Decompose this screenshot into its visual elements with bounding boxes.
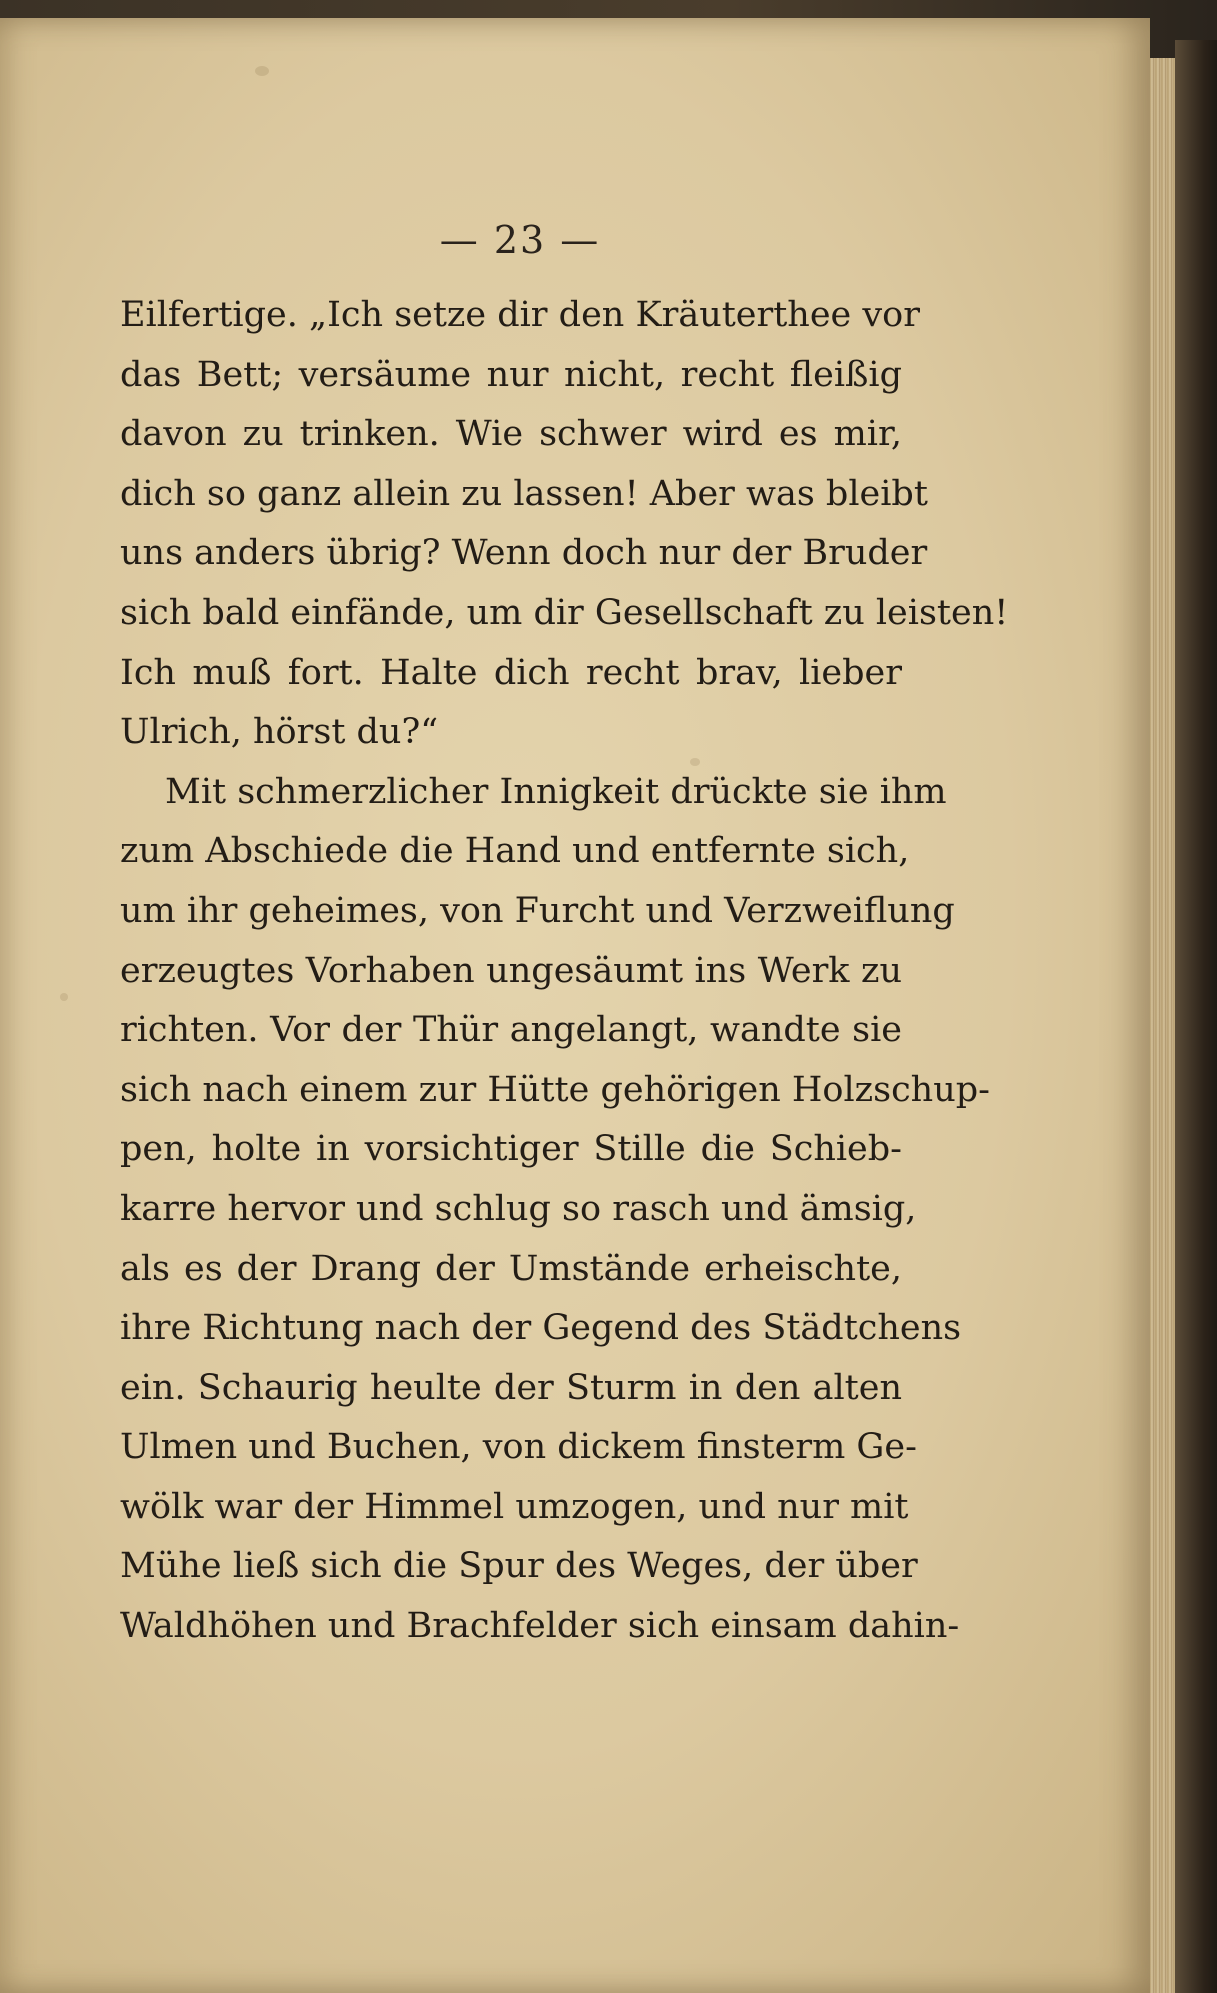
text-line: Waldhöhen und Brachfelder sich einsam dahin- — [120, 1606, 960, 1647]
text-line: davon zu trinken. Wie schwer wird es mir, — [120, 414, 902, 455]
text-line: zum Abschiede die Hand und entfernte sich, — [120, 831, 910, 872]
text-line: wölk war der Himmel umzogen, und nur mit — [120, 1486, 909, 1527]
text-line: Ulmen und Buchen, von dickem finsterm Ge- — [120, 1427, 917, 1468]
book-binding — [1175, 40, 1217, 1993]
text-line: Mühe ließ sich die Spur des Weges, der über — [120, 1546, 918, 1587]
text-line: sich bald einfände, um dir Gesellschaft zu leisten! — [120, 592, 1009, 633]
paper-stain — [60, 993, 68, 1001]
text-line: karre hervor und schlug so rasch und ämsig, — [120, 1188, 917, 1229]
text-line: ein. Schaurig heulte der Sturm in den alten — [120, 1367, 902, 1408]
text-line: dich so ganz allein zu lassen! Aber was bleibt — [120, 473, 928, 514]
text-line: das Bett; versäume nur nicht, recht fleißig — [120, 354, 902, 395]
text-line: ihre Richtung nach der Gegend des Städtchens — [120, 1308, 962, 1349]
body-text — [120, 286, 1009, 1657]
text-line: richten. Vor der Thür angelangt, wandte sie — [120, 1010, 902, 1051]
text-line: Eilfertige. „Ich setze dir den Kräuterthee vor — [120, 295, 920, 335]
text-line: Ulrich, hörst du?“ — [120, 712, 439, 753]
page-number: — 23 — — [439, 218, 601, 262]
text-line: als es der Drang der Umstände erheischte, — [120, 1248, 902, 1289]
text-line: sich nach einem zur Hütte gehörigen Holzschup- — [120, 1069, 990, 1110]
text-line: um ihr geheimes, von Furcht und Verzweiflung — [120, 890, 955, 931]
text-line: uns anders übrig? Wenn doch nur der Bruder — [120, 533, 928, 574]
text-line: Ich muß fort. Halte dich recht brav, lieber — [120, 652, 902, 693]
text-line: Mit schmerzlicher Innigkeit drückte sie ihm — [165, 771, 947, 812]
paper-stain — [255, 66, 269, 76]
text-line: erzeugtes Vorhaben ungesäumt ins Werk zu — [120, 950, 902, 991]
text-line: pen, holte in vorsichtiger Stille die Schieb- — [120, 1129, 902, 1170]
